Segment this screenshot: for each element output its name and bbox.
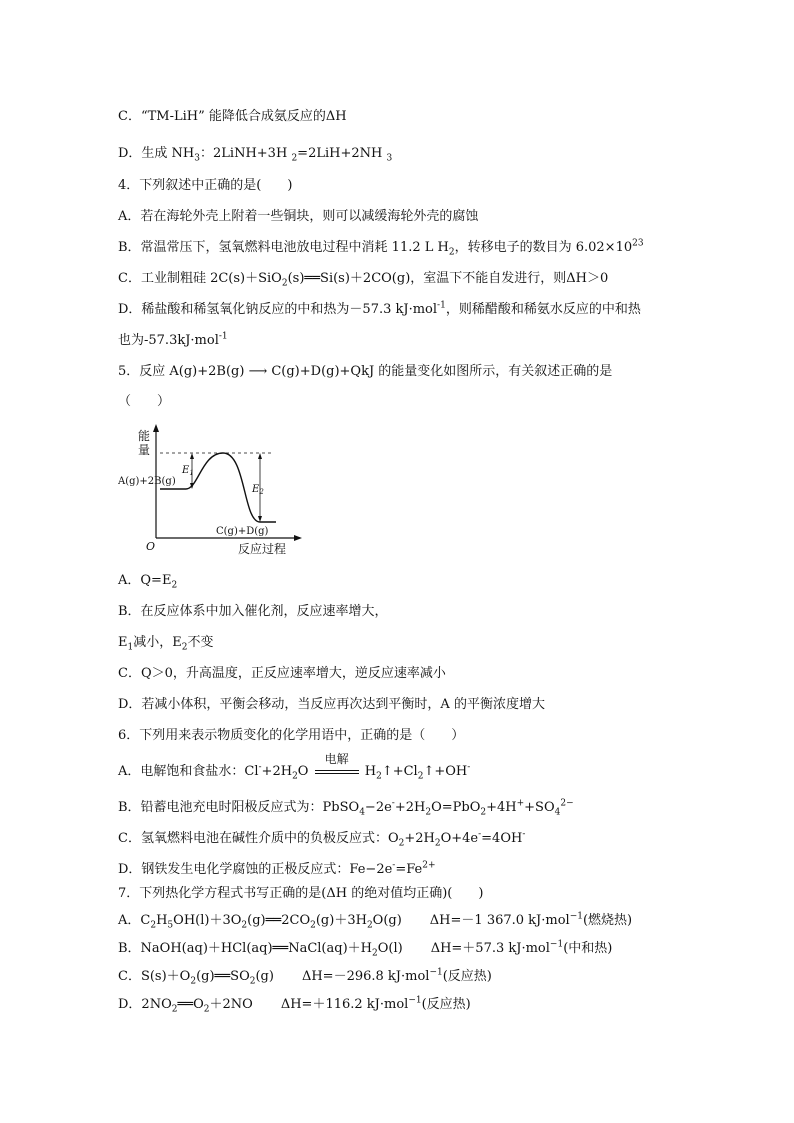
q4-option-a: A．若在海轮外壳上附着一些铜块，则可以减缓海轮外壳的腐蚀 [118, 209, 479, 224]
energy-diagram [118, 420, 308, 560]
q4-option-d-line2: 也为-57.3kJ·mol$^{-1}$ [118, 331, 228, 348]
x-axis-label: 反应过程 [238, 542, 287, 556]
q5-option-b: B．在反应体系中加入催化剂，反应速率增大， [118, 604, 388, 619]
q5-paren: （ ） [118, 394, 171, 409]
q5-stem: 5．反应 A(g)+2B(g) ⟶ C(g)+D(g)+QkJ 的能量变化如图所示，有关叙述正确的是 [118, 364, 613, 379]
q7-option-c: C．$S(s)+O_2(g)══SO_2(g)$ ΔH=－296.8 kJ·mol$^{-1}$(反应热) [118, 967, 492, 987]
q5-option-d: D．若减小体积，平衡会移动，当反应再次达到平衡时，A 的平衡浓度增大 [118, 697, 545, 712]
q4-stem: 4．下列叙述中正确的是( ) [118, 178, 293, 193]
q4-option-d-line1: D．稀盐酸和稀氢氧化钠反应的中和热为－57.3 kJ·mol$^{-1}$，则稀醋酸和稀氨水反应的中和热 [118, 300, 641, 317]
q7-option-b: B．$NaOH(aq)+HCl(aq)══NaCl(aq)+H_2O(l)$ ΔH=＋57.3 kJ·mol$^{-1}$(中和热) [118, 939, 613, 959]
y-axis-arrow [153, 424, 159, 432]
q6-option-d: D．钢铁发生电化学腐蚀的正极反应式：$Fe-2e^-=Fe^{2+}$ [118, 860, 436, 877]
reactant-label: A(g)+2B(g) [118, 476, 176, 487]
electrolysis-condition: 电解 [315, 763, 359, 781]
q6-option-b: B．铅蓄电池充电时阳极反应式为：$PbSO_4-2e^-+2H_2O=PbO_2+4H^++SO_4^{2-}$ [118, 798, 574, 818]
origin-label: O [146, 540, 156, 553]
q6-option-c: C．氢氧燃料电池在碱性介质中的负极反应式：$O_2+2H_2O+4e^-=4OH^-$ [118, 829, 526, 849]
q6-stem: 6．下列用来表示物质变化的化学用语中，正确的是（ ） [118, 728, 465, 743]
q7-stem: 7．下列热化学方程式书写正确的是(ΔH 的绝对值均正确)( ) [118, 886, 484, 901]
q7-option-d: D．$2NO_2══O_2+2NO$ ΔH=＋116.2 kJ·mol$^{-1}$(反应热) [118, 995, 471, 1015]
q5-option-a: A．$Q=E_2$ [118, 573, 178, 591]
q5-option-b-cont: $E_1$减小，$E_2$不变 [118, 635, 214, 653]
q6-option-a: A．电解饱和食盐水：$Cl^-+2H_2O$ 电解 $H_2↑+Cl_2↑+OH^-$ [118, 752, 471, 782]
e1-label: $E_1$ [182, 465, 194, 477]
q3-option-c: C．“TM-LiH” 能降低合成氨反应的ΔH [118, 109, 347, 124]
y-axis-label-1: 能 [138, 429, 151, 443]
e2-label: $E_2$ [252, 484, 264, 496]
q3-option-d: D．生成 $NH_3$：2LiNH+3H $_2$=2LiH+2NH $_3$ [118, 146, 393, 164]
q7-option-a: A．$C_2H_5OH(l)+3O_2(g)══2CO_2(g)+3H_2O(g)$ ΔH=－1 367.0 kJ·mol$^{-1}$(燃烧热) [118, 911, 633, 931]
y-axis-label-2: 量 [138, 443, 151, 457]
q4-option-b: B．常温常压下，氢氧燃料电池放电过程中消耗 11.2 L $H_2$，转移电子的数目为 $6.02\times 10^{23}$ [118, 238, 644, 258]
x-axis-arrow [294, 535, 302, 541]
q4-option-c: C．工业制粗硅 2C(s)＋SiO$_2$(s)══Si(s)＋2CO(g)，室温下不能自发进行，则ΔH＞0 [118, 271, 609, 289]
q5-option-c: C．Q＞0，升高温度，正反应速率增大，逆反应速率减小 [118, 666, 446, 681]
product-label: C(g)+D(g) [216, 526, 269, 537]
